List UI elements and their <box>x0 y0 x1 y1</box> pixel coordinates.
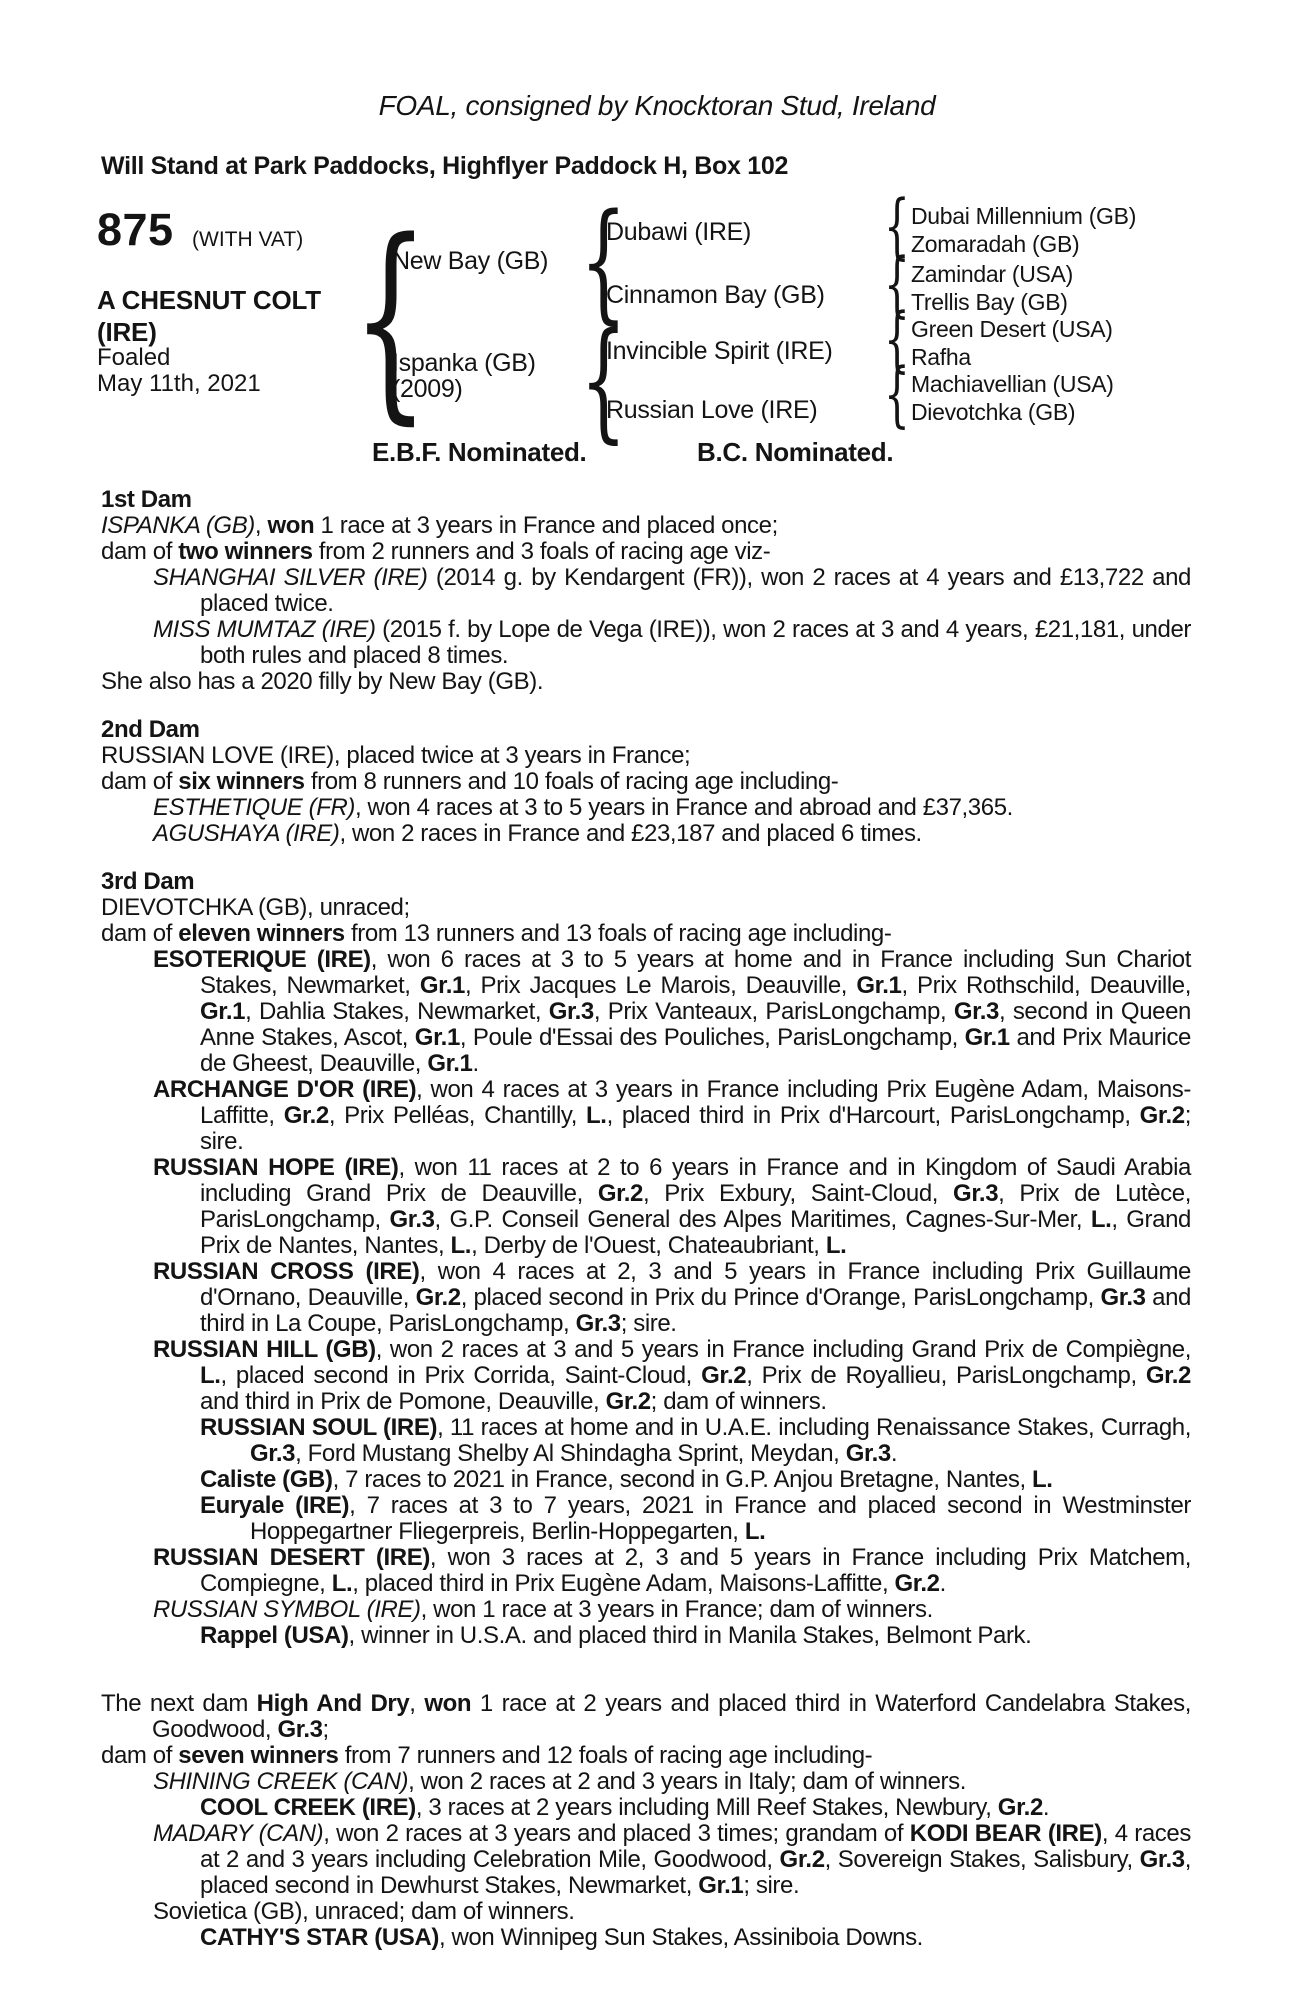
dam-record <box>101 921 1191 947</box>
text-run: ; sire. <box>620 1310 677 1337</box>
highlighted-text: Gr.1 <box>414 1024 460 1051</box>
highlighted-text: Gr.2 <box>1145 1362 1192 1389</box>
horse-entry <box>101 1623 1191 1649</box>
dam-section <box>101 1691 1191 1951</box>
text-run: from 13 runners and 13 foals of racing age including- <box>344 920 892 947</box>
catalog-body <box>101 487 1191 1951</box>
text-run: , Prix Rothschild, Deauville, <box>901 972 1191 999</box>
highlighted-text: Gr.2 <box>701 1362 747 1389</box>
highlighted-text: L. <box>450 1232 472 1259</box>
text-run: . <box>1042 1794 1050 1821</box>
highlighted-text: Gr.3 <box>953 998 999 1025</box>
horse-entry <box>101 1155 1191 1259</box>
stand-location-line: Will Stand at Park Paddocks, Highflyer Paddock H, Box 102 <box>101 152 789 180</box>
highlighted-text: Gr.2 <box>283 1102 329 1129</box>
horse-entry <box>101 1077 1191 1155</box>
text-run: dam of <box>101 538 179 565</box>
dam-record <box>101 743 1191 769</box>
dam-record <box>101 895 1191 921</box>
horse-entry <box>101 1769 1191 1795</box>
highlighted-text: Gr.2 <box>894 1570 940 1597</box>
text-run: , won 2 races at 3 and 5 years in France including Grand Prix de Compiègne, <box>375 1336 1191 1363</box>
highlighted-text: Gr.2 <box>997 1794 1043 1821</box>
text-run: , Dahlia Stakes, Newmarket, <box>245 998 549 1025</box>
dam-record <box>101 1691 1191 1743</box>
text-run: , Prix Pelléas, Chantilly, <box>328 1102 587 1129</box>
text-run: , second in Queen Anne Stakes, Ascot, <box>200 998 1191 1051</box>
highlighted-text: L. <box>825 1232 847 1259</box>
highlighted-text: Gr.1 <box>427 1050 473 1077</box>
text-run: from 7 runners and 12 foals of racing age including- <box>338 1742 873 1769</box>
text-run: , won 4 races at 2, 3 and 5 years in France including Prix Guillaume d'Ornano, Deauville, <box>200 1258 1192 1311</box>
highlighted-text: ISPANKA (GB) <box>101 512 255 539</box>
highlighted-text: L. <box>200 1362 221 1389</box>
text-run: 1 race at 2 years and placed third in Waterford Candelabra Stakes, Goodwood, <box>152 1690 1191 1743</box>
great-grandparent: Zamindar (USA) <box>911 261 1073 287</box>
text-run: RUSSIAN LOVE (IRE), placed twice at 3 years in France; <box>101 742 691 769</box>
highlighted-text: MADARY (CAN) <box>153 1820 324 1847</box>
grandsire-maternal: Invincible Spirit (IRE) <box>606 337 833 365</box>
text-run: , won 2 races in France and £23,187 and placed 6 times. <box>339 820 922 847</box>
dam-record <box>101 513 1191 539</box>
sire-name: New Bay (GB) <box>392 247 549 275</box>
text-run: , placed third in Prix Eugène Adam, Maisons-Laffitte, <box>352 1570 895 1597</box>
dam-name-line1: Ispanka (GB) <box>392 349 536 377</box>
section-heading: 1st Dam <box>101 486 192 513</box>
horse-entry <box>101 1795 1191 1821</box>
text-run: and third in Prix de Pomone, Deauville, <box>200 1388 606 1415</box>
horse-entry <box>101 1259 1191 1337</box>
text-run: . <box>472 1050 479 1077</box>
horse-entry <box>101 1821 1191 1899</box>
text-run: , placed second in Prix du Prince d'Orange, ParisLongchamp, <box>460 1284 1101 1311</box>
text-run: , placed second in Dewhurst Stakes, Newmarket, <box>200 1846 1191 1899</box>
highlighted-text: RUSSIAN SOUL (IRE) <box>200 1414 438 1441</box>
horse-entry <box>101 1467 1191 1493</box>
horse-entry <box>101 795 1191 821</box>
text-run: , winner in U.S.A. and placed third in Manila Stakes, Belmont Park. <box>348 1622 1032 1649</box>
horse-entry <box>101 617 1191 669</box>
highlighted-text: RUSSIAN HILL (GB) <box>153 1336 376 1363</box>
text-run: The next dam <box>101 1690 257 1717</box>
highlighted-text: Gr.3 <box>250 1440 296 1467</box>
text-run: , Prix de Royallieu, ParisLongchamp, <box>746 1362 1146 1389</box>
text-run: , won 2 races at 3 years and placed 3 times; grandam of <box>323 1820 910 1847</box>
highlighted-text: Euryale (IRE) <box>200 1492 350 1519</box>
highlighted-text: Gr.3 <box>277 1716 323 1743</box>
text-run: , Prix Exbury, Saint-Cloud, <box>642 1180 954 1207</box>
text-run: , won 6 races at 3 to 5 years at home and in France including Sun Chariot Stakes, Newmarket, <box>200 946 1191 999</box>
great-grandparent: Green Desert (USA) <box>911 316 1113 342</box>
foaled-date: May 11th, 2021 <box>97 370 261 397</box>
text-run: from 2 runners and 3 foals of racing age viz- <box>312 538 771 565</box>
highlighted-text: MISS MUMTAZ (IRE) <box>153 616 376 643</box>
text-run: . <box>939 1570 946 1597</box>
text-run: (2014 g. by Kendargent (FR)), won 2 races at 4 years and £13,722 and placed twice. <box>200 564 1191 617</box>
highlighted-text: ARCHANGE D'OR (IRE) <box>153 1076 417 1103</box>
highlighted-text: Gr.2 <box>597 1180 643 1207</box>
great-grandparent: Dievotchka (GB) <box>911 399 1076 425</box>
text-run: , Ford Mustang Shelby Al Shindagha Sprint, Meydan, <box>295 1440 846 1467</box>
text-run: ; <box>322 1716 329 1743</box>
text-run: , won 3 races at 2, 3 and 5 years in France including Prix Matchem, Compiegne, <box>200 1544 1191 1597</box>
horse-entry <box>101 1337 1191 1415</box>
highlighted-text: Gr.2 <box>415 1284 461 1311</box>
text-run: and Prix Maurice de Gheest, Deauville, <box>200 1024 1191 1077</box>
horse-entry <box>101 947 1191 1077</box>
great-grandparent: Trellis Bay (GB) <box>911 289 1068 315</box>
text-run: , Prix Jacques Le Marois, Deauville, <box>464 972 857 999</box>
highlighted-text: Gr.1 <box>698 1872 744 1899</box>
text-run: dam of <box>101 920 179 947</box>
dam-year: (2009) <box>392 375 463 403</box>
horse-entry <box>101 1597 1191 1623</box>
text-run: Sovietica (GB), unraced; dam of winners. <box>153 1898 575 1925</box>
grandsire-paternal: Dubawi (IRE) <box>606 218 752 246</box>
section-heading: 2nd Dam <box>101 716 200 743</box>
text-run: , 7 races at 3 to 7 years, 2021 in France and placed second in Westminster Hoppegartner Fliegerpreis, Berlin-Hoppegarten, <box>250 1492 1191 1545</box>
text-run: ; sire. <box>200 1102 1192 1155</box>
text-run: , G.P. Conseil General des Alpes Maritimes, Cagnes-Sur-Mer, <box>434 1206 1091 1233</box>
great-grandparent: Dubai Millennium (GB) <box>911 203 1137 229</box>
text-run: , won 2 races at 2 and 3 years in Italy; dam of winners. <box>408 1768 966 1795</box>
text-run: , 11 races at home and in U.A.E. including Renaissance Stakes, Curragh, <box>437 1414 1192 1441</box>
horse-entry <box>101 1899 1191 1925</box>
dam-record <box>101 669 1191 695</box>
text-run: , Prix de Lutèce, ParisLongchamp, <box>200 1180 1191 1233</box>
granddam-paternal: Cinnamon Bay (GB) <box>606 281 825 309</box>
lot-number: 875 <box>97 204 174 255</box>
foal-country-suffix: (IRE) <box>97 317 157 347</box>
horse-entry <box>101 821 1191 847</box>
highlighted-text: Gr.3 <box>575 1310 621 1337</box>
text-run: , placed second in Prix Corrida, Saint-Cloud, <box>220 1362 702 1389</box>
dam-record <box>101 1743 1191 1769</box>
foaled-label: Foaled <box>97 344 171 371</box>
text-run: , won 1 race at 3 years in France; dam of winners. <box>420 1596 933 1623</box>
highlighted-text: L. <box>586 1102 607 1129</box>
foal-description: A CHESNUT COLT <box>97 285 321 315</box>
highlighted-text: L. <box>331 1570 353 1597</box>
highlighted-text: Caliste (GB) <box>200 1466 333 1493</box>
highlighted-text: won <box>267 512 315 539</box>
highlighted-text: Gr.1 <box>964 1024 1010 1051</box>
text-run: , Poule d'Essai des Pouliches, ParisLongchamp, <box>459 1024 965 1051</box>
consignor-line: FOAL, consigned by Knocktoran Stud, Ireland <box>378 90 936 121</box>
highlighted-text: Gr.2 <box>1139 1102 1185 1129</box>
text-run: , won 4 races at 3 years in France including Prix Eugène Adam, Maisons-Laffitte, <box>200 1076 1191 1129</box>
text-run: , Prix Vanteaux, ParisLongchamp, <box>593 998 954 1025</box>
horse-entry <box>101 1493 1191 1545</box>
text-run: from 8 runners and 10 foals of racing age including- <box>304 768 839 795</box>
text-run: . <box>890 1440 898 1467</box>
highlighted-text: won <box>424 1690 472 1717</box>
highlighted-text: SHINING CREEK (CAN) <box>153 1768 409 1795</box>
highlighted-text: Gr.2 <box>605 1388 651 1415</box>
text-run: and third in La Coupe, ParisLongchamp, <box>200 1284 1191 1337</box>
highlighted-text: L. <box>744 1518 766 1545</box>
vat-note: (WITH VAT) <box>192 228 304 251</box>
text-run: , <box>254 512 268 539</box>
highlighted-text: AGUSHAYA (IRE) <box>153 820 340 847</box>
text-run: She also has a 2020 filly by New Bay (GB). <box>101 668 544 695</box>
highlighted-text: ESTHETIQUE (FR) <box>153 794 355 821</box>
highlighted-text: two winners <box>178 538 313 565</box>
highlighted-text: CATHY'S STAR (USA) <box>200 1924 439 1951</box>
horse-entry <box>101 1925 1191 1951</box>
text-run: DIEVOTCHKA (GB), unraced; <box>101 894 410 921</box>
section-heading: 3rd Dam <box>101 868 195 895</box>
highlighted-text: ESOTERIQUE (IRE) <box>153 946 371 973</box>
horse-entry <box>101 565 1191 617</box>
highlighted-text: RUSSIAN SYMBOL (IRE) <box>153 1596 421 1623</box>
text-run: , won 4 races at 3 to 5 years in France and abroad and £37,365. <box>355 794 1013 821</box>
highlighted-text: L. <box>1090 1206 1112 1233</box>
highlighted-text: L. <box>1032 1466 1053 1493</box>
great-grandparent: Rafha <box>911 344 971 370</box>
highlighted-text: six winners <box>178 768 305 795</box>
great-grandparent: Machiavellian (USA) <box>911 371 1114 397</box>
foal-name-block <box>97 284 321 348</box>
highlighted-text: Gr.3 <box>389 1206 435 1233</box>
highlighted-text: eleven winners <box>178 920 345 947</box>
text-run: dam of <box>101 1742 179 1769</box>
text-run: , placed third in Prix d'Harcourt, ParisLongchamp, <box>606 1102 1140 1129</box>
ebf-nomination: E.B.F. Nominated. <box>372 437 587 467</box>
text-run: , 7 races to 2021 in France, second in G.P. Anjou Bretagne, Nantes, <box>332 1466 1033 1493</box>
highlighted-text: Gr.1 <box>419 972 465 999</box>
dam-section <box>101 869 1191 1649</box>
text-run: , won Winnipeg Sun Stakes, Assiniboia Downs. <box>438 1924 923 1951</box>
text-run: , <box>409 1690 425 1717</box>
highlighted-text: SHANGHAI SILVER (IRE) <box>153 564 428 591</box>
text-run: ; dam of winners. <box>650 1388 827 1415</box>
text-run: , Grand Prix de Nantes, Nantes, <box>200 1206 1191 1259</box>
foaled-block <box>97 345 261 397</box>
highlighted-text: Rappel (USA) <box>200 1622 349 1649</box>
dam-record <box>101 539 1191 565</box>
text-run: , 4 races at 2 and 3 years including Celebration Mile, Goodwood, <box>200 1820 1191 1873</box>
dam-section <box>101 487 1191 695</box>
dam-record <box>101 769 1191 795</box>
horse-entry <box>101 1545 1191 1597</box>
text-run: , Derby de l'Ouest, Chateaubriant, <box>471 1232 826 1259</box>
highlighted-text: Gr.1 <box>200 998 246 1025</box>
horse-entry <box>101 1415 1191 1467</box>
highlighted-text: RUSSIAN CROSS (IRE) <box>153 1258 420 1285</box>
highlighted-text: Gr.1 <box>856 972 902 999</box>
text-run: dam of <box>101 768 179 795</box>
highlighted-text: Gr.3 <box>1139 1846 1185 1873</box>
dam-section <box>101 717 1191 847</box>
highlighted-text: RUSSIAN DESERT (IRE) <box>153 1544 430 1571</box>
dam-name <box>392 350 536 402</box>
highlighted-text: KODI BEAR (IRE) <box>909 1820 1102 1847</box>
bc-nomination: B.C. Nominated. <box>697 437 894 467</box>
text-run: , Sovereign Stakes, Salisbury, <box>824 1846 1140 1873</box>
text-run: , 3 races at 2 years including Mill Reef Stakes, Newbury, <box>415 1794 998 1821</box>
great-grandparent: Zomaradah (GB) <box>911 231 1080 257</box>
highlighted-text: COOL CREEK (IRE) <box>200 1794 416 1821</box>
highlighted-text: Gr.3 <box>845 1440 891 1467</box>
highlighted-text: RUSSIAN HOPE (IRE) <box>153 1154 399 1181</box>
text-run: , won 11 races at 2 to 6 years in France and in Kingdom of Saudi Arabia including Grand Prix de Deauville, <box>200 1154 1191 1207</box>
highlighted-text: High And Dry <box>256 1690 410 1717</box>
text-run: (2015 f. by Lope de Vega (IRE)), won 2 races at 3 and 4 years, £21,181, under both rules and placed 8 times. <box>200 616 1191 669</box>
text-run: 1 race at 3 years in France and placed once; <box>314 512 778 539</box>
granddam-maternal: Russian Love (IRE) <box>606 396 818 424</box>
text-run: ; sire. <box>743 1872 800 1899</box>
highlighted-text: Gr.3 <box>548 998 594 1025</box>
highlighted-text: Gr.2 <box>779 1846 825 1873</box>
highlighted-text: Gr.3 <box>1100 1284 1146 1311</box>
highlighted-text: seven winners <box>178 1742 339 1769</box>
highlighted-text: Gr.3 <box>953 1180 999 1207</box>
